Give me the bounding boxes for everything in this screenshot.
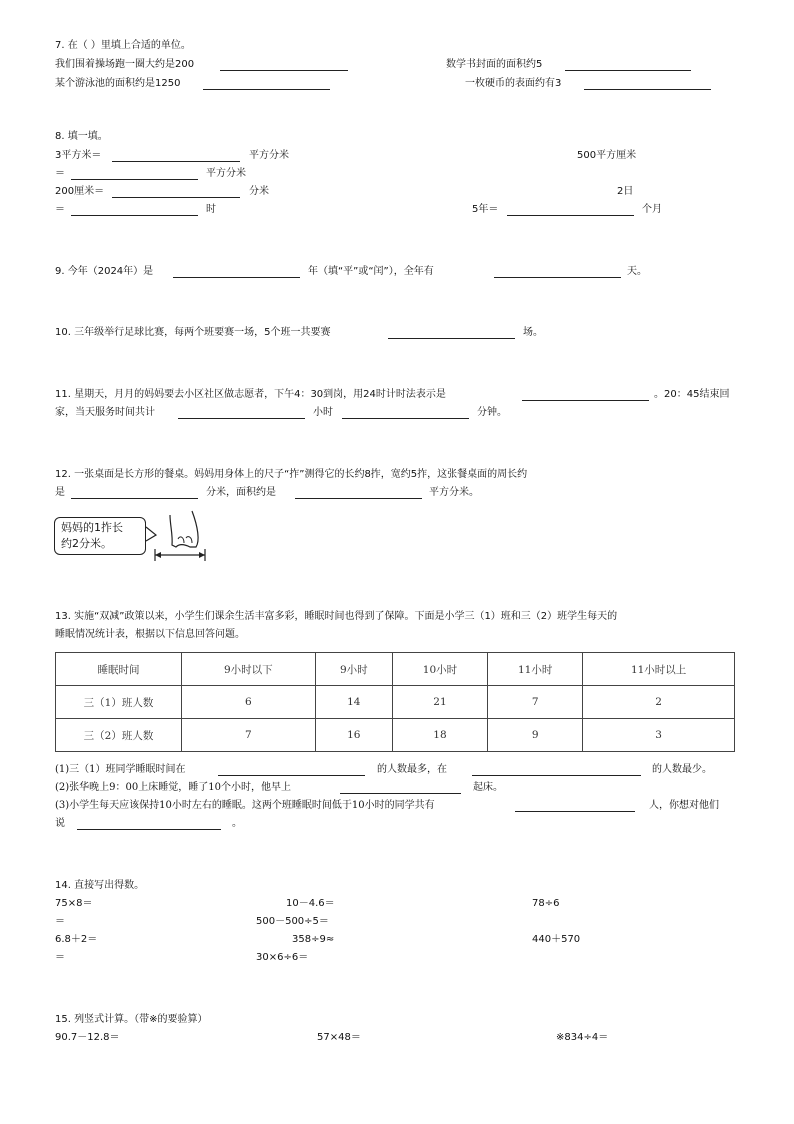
q13-sub3-b: 人，你想对他们 [649,800,719,811]
q14-calc-8: 30×6÷6＝ [256,952,309,963]
q8-blank-5[interactable] [507,204,634,216]
q8-item-1: 3平方米＝ [55,150,102,161]
q14-calc-7: 440＋570 [532,934,581,945]
q13-blank-3[interactable] [340,782,461,794]
q13-sub1-c: 的人数最少。 [652,764,712,775]
q13-sub2-a: (2)张华晚上9：00上床睡觉，睡了10个小时，他早上 [55,782,291,793]
table-cell: 21 [392,686,487,719]
table-cell: 2 [583,686,735,719]
q10-text-2: 场。 [523,327,543,338]
q8-item-3: 200厘米＝ [55,186,105,197]
q9-text-2: 年（填“平”或“闰”），全年有 [308,266,434,277]
table-cell: 9 [488,719,583,752]
q14-calc-6: 358÷9≈ [292,934,335,945]
hand-span-illustration [140,505,220,565]
q11-blank-2[interactable] [178,407,305,419]
q8-item-2: 500平方厘米 [577,150,637,161]
q9-text-1: 9. 今年（2024年）是 [55,266,154,277]
q13-sub2-b: 起床。 [473,782,503,793]
table-header: 9小时以下 [182,653,316,686]
table-cell: 18 [392,719,487,752]
table-cell: 7 [488,686,583,719]
q9-blank-2[interactable] [494,266,621,278]
q11-text-1: 11. 星期天，月月的妈妈要去小区社区做志愿者，下午4：30到岗，用24时计时法表示是 [55,389,446,400]
q13-sub1-a: (1)三（1）班同学睡眠时间在 [55,764,186,775]
speech-bubble [54,517,146,555]
q13-blank-1[interactable] [218,764,365,776]
q7-item-4: 一枚硬币的表面约有3 [465,78,562,89]
q12-text-1: 12. 一张桌面是长方形的餐桌。妈妈用身体上的尺子“拃”测得它的长约8拃，宽约5拃，这张餐桌面的周长约 [55,469,528,480]
q14-calc-3: 78÷6 [532,898,560,909]
q7-item-2: 数学书封面的面积约5 [446,59,543,70]
q8-item-4: 2日 [617,186,634,197]
table-cell: 14 [315,686,392,719]
q8-item-5: 5年＝ [472,204,499,215]
q9-blank-1[interactable] [173,266,300,278]
q14-calc-1: 75×8＝ [55,898,93,909]
table-row [56,719,735,752]
q9-text-3: 天。 [627,266,647,277]
q11-text-2: 。20：45结束回 [654,389,730,400]
table-header: 10小时 [392,653,487,686]
q13-blank-2[interactable] [472,764,641,776]
table-header: 11小时 [488,653,583,686]
q13-sub3-d: 。 [232,818,242,829]
q14-calc-3-equals: ＝ [55,916,65,927]
q8-unit-1: 平方分米 [249,150,289,161]
q7-blank-4[interactable] [584,78,711,90]
q10-text-1: 10. 三年级举行足球比赛，每两个班要赛一场，5个班一共要赛 [55,327,331,338]
q11-blank-3[interactable] [342,407,469,419]
table-cell: 7 [182,719,316,752]
q8-equals-1: ＝ [55,168,65,179]
q14-calc-7-equals: ＝ [55,952,65,963]
q8-title: 8. 填一填。 [55,131,108,142]
q15-calc-3: ※834÷4＝ [556,1032,609,1043]
q8-blank-3[interactable] [112,186,240,198]
q13-sub3-c: 说 [55,818,65,829]
table-header: 11小时以上 [583,653,735,686]
q8-unit-3: 分米 [249,186,269,197]
q11-text-4: 小时 [313,407,333,418]
q13-blank-4[interactable] [515,800,635,812]
q13-sub3-a: (3)小学生每天应该保持10小时左右的睡眠。这两个班睡眠时间低于10小时的同学共有 [55,800,435,811]
q8-blank-1[interactable] [112,150,240,162]
table-row [56,686,735,719]
q13-intro-1: 13. 实施“双减”政策以来，小学生们课余生活丰富多彩，睡眠时间也得到了保障。下面是小学三（1）班和三（2）班学生每天的 [55,611,618,622]
sleep-table [55,652,735,752]
q12-text-2: 是 [55,487,65,498]
q11-blank-1[interactable] [522,389,649,401]
q8-blank-2[interactable] [71,168,198,180]
q7-blank-1[interactable] [220,59,348,71]
q13-blank-5[interactable] [77,818,221,830]
q7-blank-2[interactable] [565,59,691,71]
table-cell: 16 [315,719,392,752]
q12-text-3: 分米，面积约是 [206,487,276,498]
q7-title: 7. 在（ ）里填上合适的单位。 [55,40,191,51]
q15-title: 15. 列竖式计算。（带※的要验算） [55,1014,208,1025]
q10-blank[interactable] [388,327,515,339]
table-header: 睡眠时间 [56,653,182,686]
q13-intro-2: 睡眠情况统计表，根据以下信息回答问题。 [55,629,245,640]
q8-equals-2: ＝ [55,204,65,215]
q14-calc-5: 6.8＋2＝ [55,934,98,945]
q15-calc-2: 57×48＝ [317,1032,361,1043]
q7-blank-3[interactable] [203,78,330,90]
table-cell: 6 [182,686,316,719]
q8-blank-4[interactable] [71,204,198,216]
q8-unit-5: 个月 [642,204,662,215]
bubble-line-2: 约2分米。 [61,537,112,550]
q14-title: 14. 直接写出得数。 [55,880,145,891]
q12-blank-1[interactable] [71,487,198,499]
q7-item-1: 我们围着操场跑一圈大约是200 [55,59,195,70]
q8-unit-4: 时 [206,204,216,215]
q15-calc-1: 90.7－12.8＝ [55,1032,120,1043]
table-cell: 三（1）班人数 [56,686,182,719]
q12-blank-2[interactable] [295,487,422,499]
q7-item-3: 某个游泳池的面积约是1250 [55,78,181,89]
table-cell: 3 [583,719,735,752]
q11-text-5: 分钟。 [477,407,507,418]
q13-sub1-b: 的人数最多，在 [377,764,447,775]
q11-text-3: 家，当天服务时间共计 [55,407,155,418]
table-cell: 三（2）班人数 [56,719,182,752]
q14-calc-2: 10－4.6＝ [286,898,335,909]
table-header-row [56,653,735,686]
q8-unit-2: 平方分米 [206,168,246,179]
table-header: 9小时 [315,653,392,686]
q14-calc-4: 500－500÷5＝ [256,916,329,927]
q12-text-4: 平方分米。 [429,487,479,498]
bubble-line-1: 妈妈的1拃长 [61,521,123,534]
